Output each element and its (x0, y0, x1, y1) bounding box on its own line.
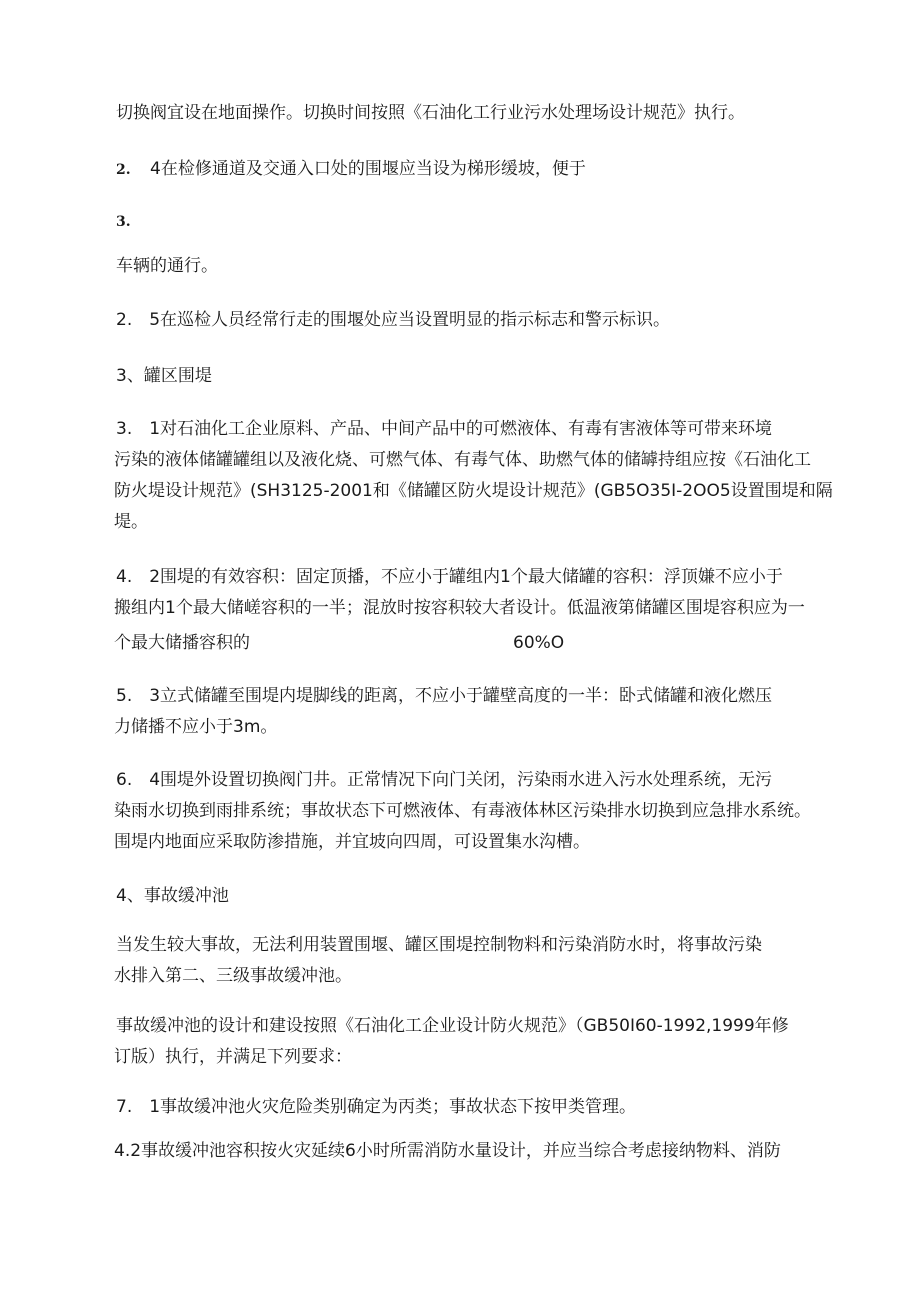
item-number-3: 3. (116, 214, 131, 230)
para-6-4-a: 6. 4围堤外设置切换阀门井。正常情况下向门关闭，污染雨水进入污水处理系统，无污 (116, 770, 773, 790)
para-5-3-a: 5. 3立式储罐至围堤内堤脚线的距离，不应小于罐壁高度的一半：卧式储罐和液化燃压 (116, 686, 773, 706)
para-4-2-b: 搬组内1个最大储嵯容积的一半；混放时按容积较大者设计。低温液第储罐区围堤容积应为一 (114, 598, 805, 618)
item-2-4 (116, 154, 832, 186)
para-accident-a: 当发生较大事故，无法利用装置围堰、罐区围堤控制物料和污染消防水时，将事故污染 (116, 935, 762, 955)
para-accident-b: 水排入第二、三级事故缓冲池。 (114, 966, 352, 986)
para-design-b: 订版）执行，并满足下列要求： (114, 1047, 352, 1067)
item-number: 2. (116, 162, 131, 178)
para-3-1-b: 污染的液体储罐罐组以及液化烧、可燃气体、有毒气体、助燃气体的储罅持组应按《石油化工 (114, 450, 811, 470)
line-2-5: 2. 5在巡检人员经常行走的围堰处应当设置明显的指示标志和警示标识。 (116, 310, 671, 330)
para-3-1-c: 防火堤设计规范》(SH3125-2001和《储罐区防火堤设计规范》(GB5O35I-2OO5设置围堤和隔 (114, 481, 833, 501)
section-heading-4: 4、事故缓冲池 (116, 886, 229, 906)
para-7-1: 7. 1事故缓冲池火灾危险类别确定为丙类；事故状态下按甲类管理。 (116, 1097, 637, 1117)
para-6-4-c: 围堤内地面应采取防渗措施，并宜坡向四周，可设置集水沟槽。 (114, 832, 590, 852)
section-heading-3: 3、罐区围堤 (116, 366, 212, 386)
para-design-a: 事故缓冲池的设计和建设按照《石油化工企业设计防火规范》（GB50I60-1992,1999年修 (116, 1016, 789, 1036)
line-1: 切换阀宜设在地面操作。切换时间按照《石油化工行业污水处理场设计规范》执行。 (116, 103, 745, 123)
para-3-1-d: 堤。 (114, 512, 148, 532)
para-4-2-last: 4.2事故缓冲池容积按火灾延续6小时所需消防水量设计，并应当综合考虑接纳物料、消防 (114, 1141, 781, 1161)
para-6-4-b: 染雨水切换到雨排系统；事故状态下可燃液体、有毒液体林区污染排水切换到应急排水系统。 (114, 801, 811, 821)
line-vehicle: 车辆的通行。 (116, 256, 218, 276)
para-4-2-c-value: 60%O (513, 633, 565, 653)
item-text: 4在检修通道及交通入口处的围堰应当设为梯形缓坡，便于 (150, 159, 586, 179)
para-3-1-a: 3. 1对石油化工企业原料、产品、中间产品中的可燃液体、有毒有害液体等可带来环境 (116, 419, 773, 439)
para-4-2-c-text: 个最大储播容积的 (114, 633, 250, 653)
para-5-3-b: 力储播不应小于3m。 (114, 717, 278, 737)
para-4-2-c (114, 628, 830, 659)
para-4-2-a: 4. 2围堤的有效容积：固定顶播，不应小于罐组内1个最大储罐的容积：浮顶嫌不应小于 (116, 567, 783, 587)
